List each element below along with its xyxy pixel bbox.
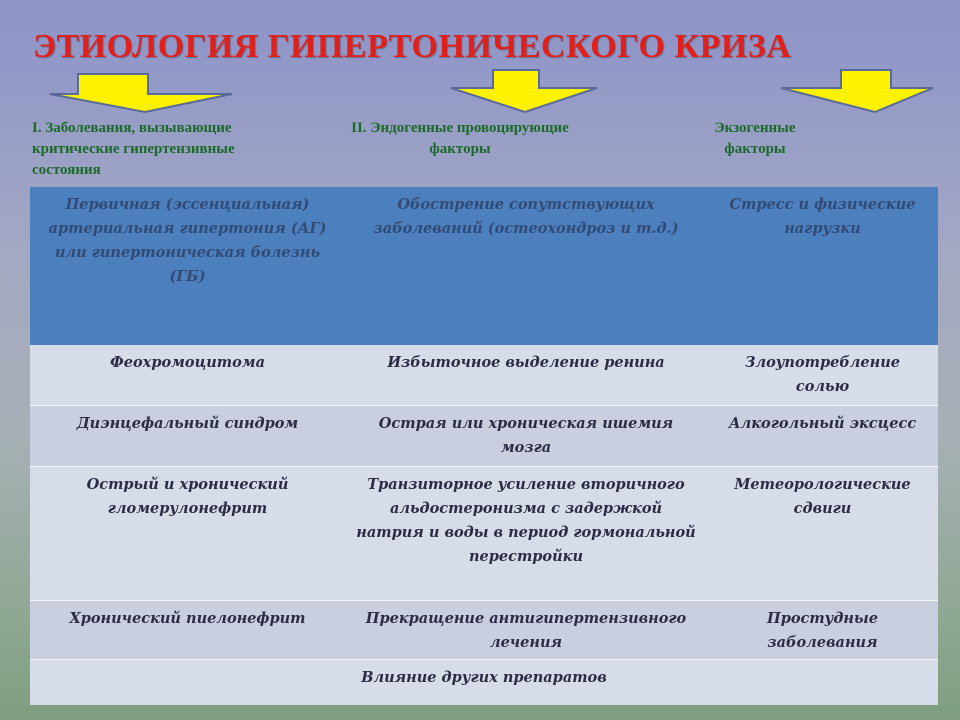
table-cell: Обострение сопутствующих заболеваний (остеохондроз и т.д.) [373, 196, 679, 237]
table-cell: Злоупотребление солью [745, 354, 900, 395]
table-cell: Влияние других препаратов [361, 669, 607, 686]
table-row [30, 187, 938, 345]
table-cell: Прекращение антигипертензивного лечения [365, 610, 687, 651]
column-header-endogenous: II. Эндогенные провоцирующие факторы [351, 120, 569, 157]
column-header-diseases: I. Заболевания, вызывающие критические гипертензивные состояния [32, 120, 235, 178]
table-cell: Простудные заболевания [767, 610, 878, 651]
table-cell: Острый и хронический гломерулонефрит [86, 476, 289, 517]
table-cell: Хронический пиелонефрит [69, 610, 306, 627]
table-cell: Избыточное выделение ренина [387, 354, 665, 371]
etiology-table [30, 187, 938, 705]
arrow-down-icon-3 [775, 66, 940, 118]
table-row [30, 600, 938, 659]
table-cell: Алкогольный эксцесс [728, 415, 917, 432]
table-row [30, 405, 938, 466]
table-cell: Первичная (эссенциальная) артериальная гипертония (АГ) или гипертоническая болезнь (ГБ) [48, 196, 327, 285]
column-header-exogenous: Экзогенные факторы [714, 120, 796, 157]
table-row [30, 345, 938, 405]
table-cell: Феохромоцитома [110, 354, 265, 371]
arrow-down-icon-1 [40, 68, 240, 118]
table-row [30, 466, 938, 600]
table-cell: Метеорологические сдвиги [734, 476, 911, 517]
table-cell: Стресс и физические нагрузки [729, 196, 916, 237]
table-row [30, 659, 938, 705]
table-cell: Диэнцефальный синдром [76, 415, 299, 432]
arrow-down-icon-2 [445, 66, 605, 118]
table-cell: Транзиторное усиление вторичного альдостеронизма с задержкой натрия и воды в период гормональной перестройки [356, 476, 696, 565]
slide-title: ЭТИОЛОГИЯ ГИПЕРТОНИЧЕСКОГО КРИЗА [33, 28, 792, 65]
table-cell: Острая или хроническая ишемия мозга [378, 415, 674, 456]
